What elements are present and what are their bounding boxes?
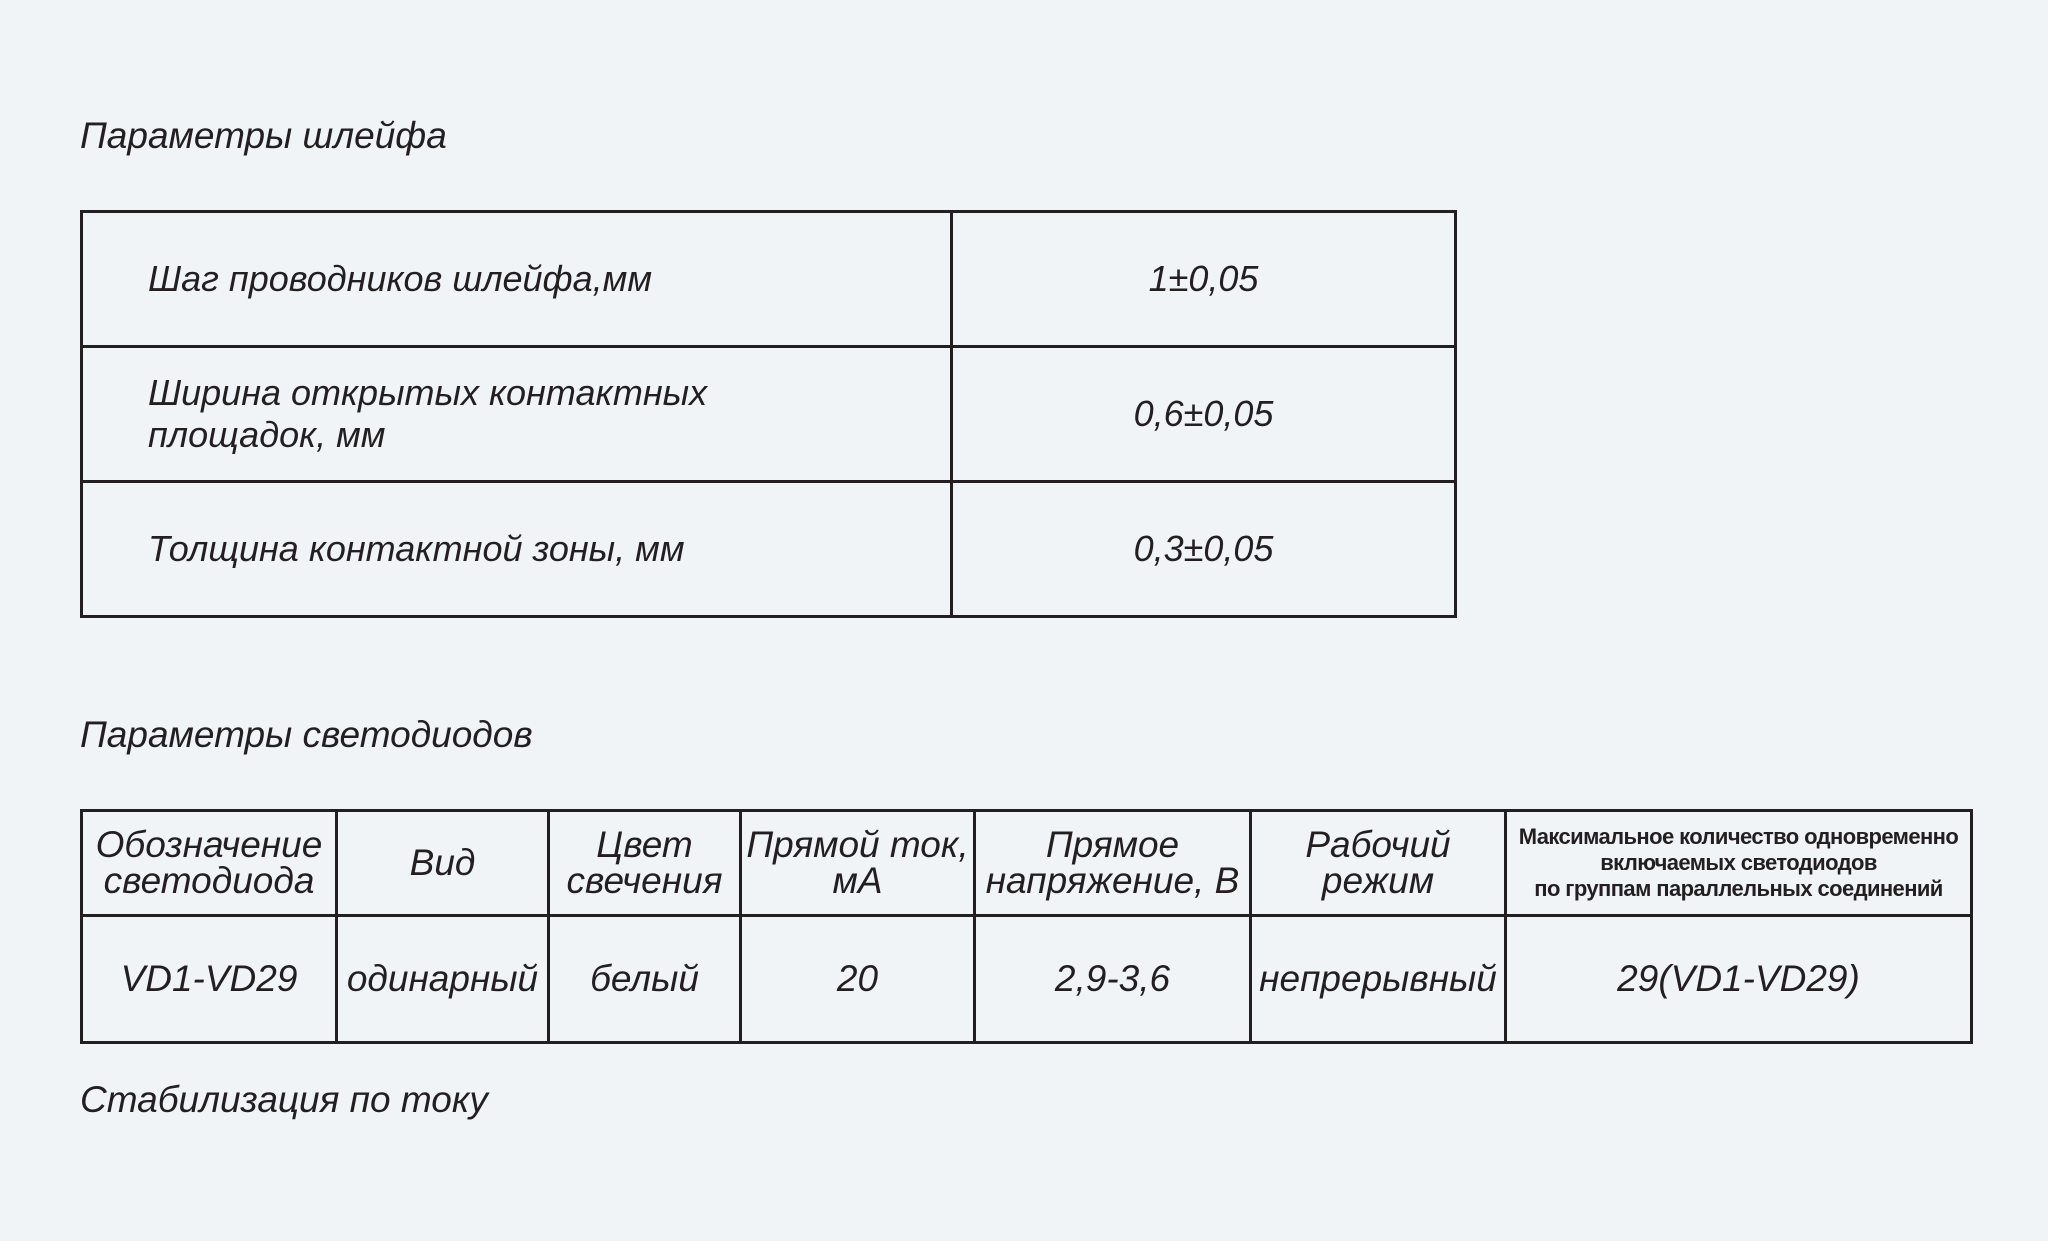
cable-param-label [82,347,952,482]
cable-param-value: 0,3±0,05 [952,482,1456,617]
cell-forward-current: 20 [741,916,975,1043]
table-row [82,916,1972,1043]
cell-max-simultaneous: 29(VD1-VD29) [1506,916,1972,1043]
led-parameters-title: Параметры светодиодов [80,714,533,755]
led-parameters-table [80,809,1973,1044]
cell-forward-voltage: 2,9-3,6 [975,916,1251,1043]
cell-color: белый [549,916,741,1043]
table-row [82,482,1456,617]
column-header-max-simultaneous: Максимальное количество одновременно включаемых светодиодов по группам параллельных соединений [1506,811,1972,916]
table-row [82,212,1456,347]
cable-param-label: Толщина контактной зоны, мм [82,482,952,617]
column-header-color: Цвет свечения [549,811,741,916]
cable-param-label-text: Ширина открытых контактных площадок, мм [148,372,708,455]
cell-type: одинарный [337,916,549,1043]
current-stabilization-note: Стабилизация по току [80,1079,488,1120]
cable-parameters-title: Параметры шлейфа [80,115,447,156]
cable-param-value: 0,6±0,05 [952,347,1456,482]
column-header-operating-mode: Рабочий режим [1251,811,1506,916]
cable-parameters-table [80,210,1457,618]
column-header-forward-voltage: Прямое напряжение, В [975,811,1251,916]
column-header-designation: Обозначение светодиода [82,811,337,916]
column-header-forward-current: Прямой ток, мА [741,811,975,916]
cell-designation: VD1-VD29 [82,916,337,1043]
cell-operating-mode: непрерывный [1251,916,1506,1043]
cable-param-value: 1±0,05 [952,212,1456,347]
table-row [82,347,1456,482]
table-header-row [82,811,1972,916]
cable-param-label: Шаг проводников шлейфа,мм [82,212,952,347]
column-header-type: Вид [337,811,549,916]
